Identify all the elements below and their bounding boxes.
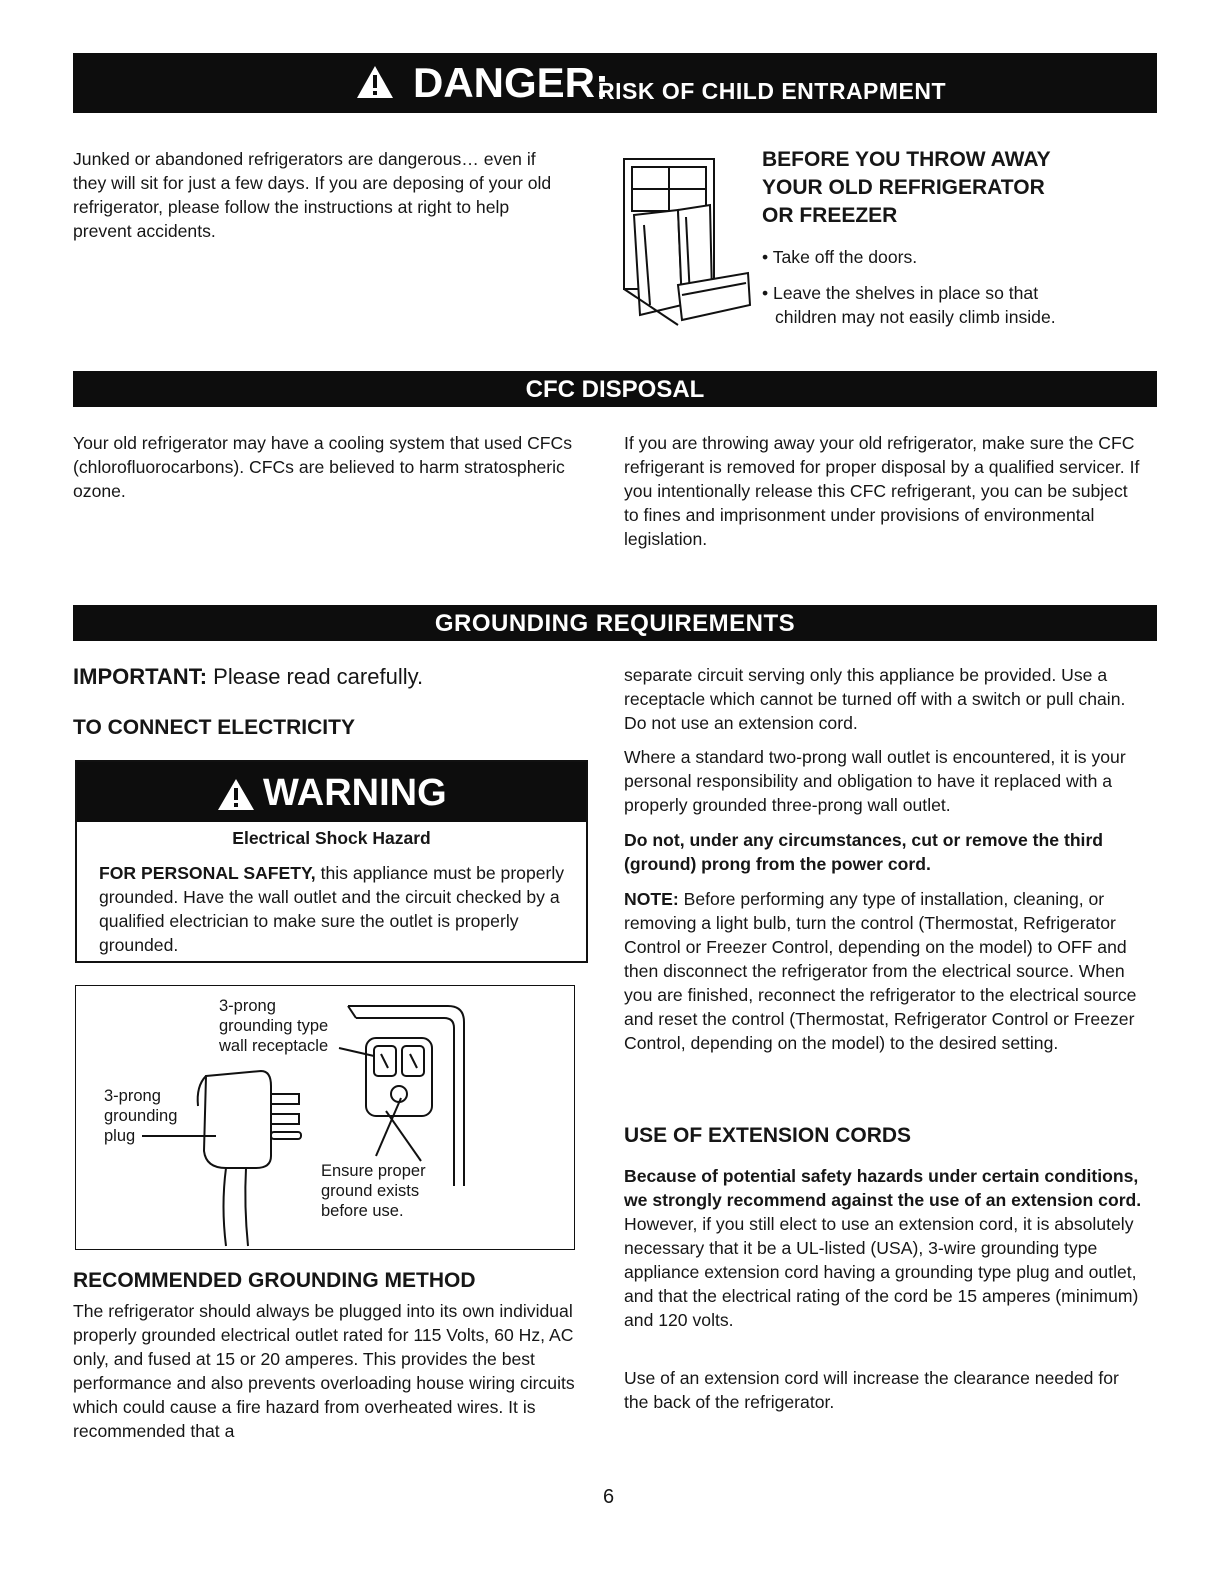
before-throw-away-title-3: OR FREEZER: [762, 204, 898, 227]
bullet-take-off-doors: • Take off the doors.: [762, 247, 918, 267]
warning-header: [77, 762, 586, 822]
separate-circuit-text: separate circuit serving only this appliance be provided. Use a receptacle which cannot be turned off with a switch or pull chain. Do not use an extension cord.: [624, 665, 1126, 733]
note-label: NOTE:: [624, 889, 679, 909]
page-number: 6: [602, 1486, 615, 1508]
cfc-disposal-banner: [73, 371, 1157, 407]
extension-clearance-text: Use of an extension cord will increase the clearance needed for the back of the refrigerator.: [624, 1368, 1119, 1412]
important-label: IMPORTANT:: [73, 664, 208, 689]
note-text: Before performing any type of installation, cleaning, or removing a light bulb, turn the control (Thermostat, Refrigerator Control or Freezer Control, depending on the model) to OFF and then disconnect the refrigerator from the electrical source. When you are finished, reconnect the refrigerator to the electrical source and reset the control (Thermostat, Refrigerator Control or Freezer Control, depending on the model) to the desired setting.: [624, 889, 1137, 1053]
receptacle-label: 3-prong grounding type wall receptacle: [219, 997, 329, 1055]
bullet-leave-shelves-1: • Leave the shelves in place so that: [762, 283, 1039, 303]
extension-cords-body: However, if you still elect to use an extension cord, it is absolutely necessary that it be a UL-listed (USA), 3-wire grounding type appliance extension cord having a grounding type plug and outlet, and that the electrical rating of the cord be 15 amperes (minimum) and 120 volts.: [624, 1214, 1139, 1330]
extension-cords-bold: Because of potential safety hazards under certain conditions, we strongly recommend against the use of an extension cord.: [624, 1166, 1142, 1210]
before-throw-away-title-2: YOUR OLD REFRIGERATOR: [762, 176, 1045, 199]
note-paragraph: [624, 887, 1144, 1055]
warning-triangle-icon: [217, 778, 255, 811]
danger-banner: [73, 53, 1157, 113]
extension-cords-text: [624, 1164, 1149, 1332]
cfc-disposal-title: CFC DISPOSAL: [525, 376, 705, 403]
plug-label: 3-prong grounding plug: [104, 1087, 178, 1145]
recommended-grounding-heading: RECOMMENDED GROUNDING METHOD: [73, 1269, 476, 1292]
cfc-left-text: Your old refrigerator may have a cooling system that used CFCs (chlorofluorocarbons). CFCs are believed to harm stratospheric ozone.: [73, 433, 573, 501]
connect-electricity-heading: TO CONNECT ELECTRICITY: [73, 716, 355, 739]
warning-bold-lead: FOR PERSONAL SAFETY,: [99, 863, 316, 883]
recommended-grounding-text: The refrigerator should always be plugged into its own individual properly grounded electrical outlet rated for 115 Volts, 60 Hz, AC only, and fused at 15 or 20 amperes. This provides the best performance and also prevents overloading house wiring circuits which could cause a fire hazard from overheated wires. It is recommended that a: [73, 1301, 575, 1441]
ensure-ground-label: Ensure proper ground exists before use.: [321, 1162, 426, 1220]
warning-body: [99, 861, 577, 957]
cfc-right-text: If you are throwing away your old refrigerator, make sure the CFC refrigerant is removed for proper disposal by a qualified servicer. If you intentionally release this CFC refrigerant, you can be subject to fines and imprisonment under provisions of environmental legislation.: [624, 433, 1140, 549]
important-note: [73, 663, 423, 691]
extension-cords-heading: USE OF EXTENSION CORDS: [624, 1124, 912, 1147]
warning-triangle-icon: [356, 65, 394, 99]
before-throw-away-title-1: BEFORE YOU THROW AWAY: [762, 148, 1051, 171]
warning-box: [75, 760, 588, 963]
bullet-leave-shelves-2: children may not easily climb inside.: [775, 307, 1056, 327]
danger-subtitle: RISK OF CHILD ENTRAPMENT: [598, 78, 947, 104]
warning-text: this appliance must be properly grounded. Have the wall outlet and the circuit checked by a qualified electrician to make sure the outlet is properly grounded.: [99, 863, 565, 955]
grounding-requirements-title: GROUNDING REQUIREMENTS: [434, 610, 796, 637]
danger-intro: Junked or abandoned refrigerators are dangerous… even if they will sit for just a few days. If you are deposing of your old refrigerator, please follow the instructions at right to help prevent accidents.: [73, 149, 552, 241]
grounding-requirements-banner: [73, 605, 1157, 641]
grounding-plug-figure: [75, 985, 575, 1250]
refrigerator-doors-removed-illustration: [620, 155, 755, 330]
do-not-cut-prong-text: Do not, under any circumstances, cut or remove the third (ground) prong from the power cord.: [624, 830, 1104, 874]
danger-word: DANGER:: [413, 59, 609, 106]
warning-title: WARNING: [263, 772, 447, 814]
important-text: Please read carefully.: [213, 664, 424, 689]
two-prong-outlet-text: Where a standard two-prong wall outlet is encountered, it is your personal responsibility and obligation to have it replaced with a properly grounded three-prong wall outlet.: [624, 747, 1126, 815]
warning-subtitle: Electrical Shock Hazard: [232, 828, 431, 848]
